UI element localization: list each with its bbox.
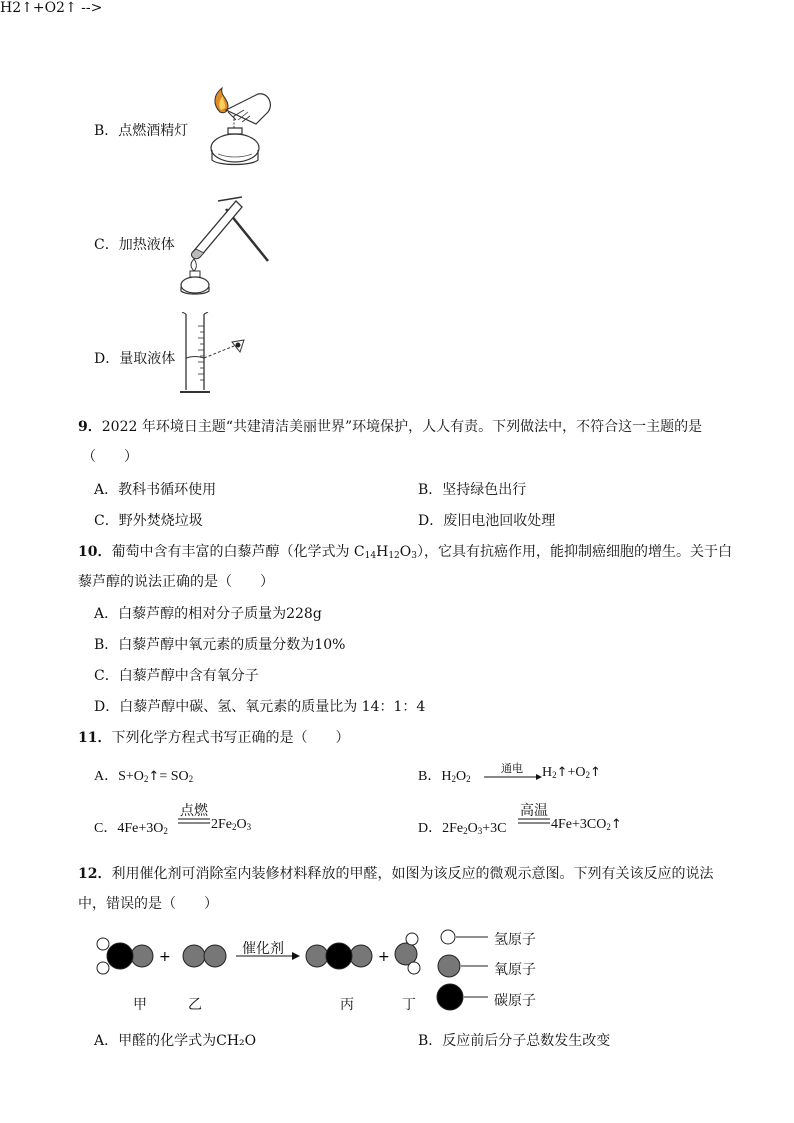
q11-option-c-products: $2Fe_2O_3$ [211, 817, 252, 832]
q10-option-d: D．白藜芦醇中碳、氢、氧元素的质量比为 14：1：4 [94, 699, 426, 715]
legend [437, 930, 488, 1010]
q8-option-d: D．量取液体 [94, 351, 176, 367]
equals-sign-icon [178, 818, 210, 824]
measuring-cylinder-illustration [178, 312, 248, 398]
q8-option-c: C．加热液体 [94, 237, 175, 253]
label-ding: 丁 [402, 997, 416, 1013]
q11-option-d-products: $4Fe+3CO_2↑$ [551, 817, 622, 832]
q10-stem [78, 541, 732, 561]
q11-d-condition: 高温 [520, 803, 548, 819]
q10-mid2: O [399, 544, 412, 560]
q11-b-label: B． [418, 769, 442, 784]
q10-sub2: 12 [388, 551, 400, 561]
q11-b-condition: 通电 [501, 762, 523, 775]
carbon-dioxide-molecule [306, 943, 372, 969]
q12-stem-line2: 中，错误的是（ ） [78, 896, 218, 912]
q11-number: 11． [78, 730, 112, 746]
q9-option-c: C．野外焚烧垃圾 [94, 513, 203, 529]
q11-option-b: B．$H_2O_2$ [418, 769, 471, 784]
q10-option-b: B．白藜芦醇中氧元素的质量分数为10% [94, 637, 346, 653]
oxygen-molecule [183, 945, 226, 967]
label-jia: 甲 [133, 997, 147, 1013]
svg-text:+: + [159, 949, 171, 965]
q9-option-a: A．教科书循环使用 [94, 482, 217, 498]
q10-stem-a: 葡萄中含有丰富的白藜芦醇（化学式为 C [111, 544, 365, 560]
q8-option-b: B．点燃酒精灯 [94, 123, 189, 139]
q10-stem-line2: 藜芦醇的说法正确的是（ ） [78, 574, 274, 590]
q10-option-a: A．白藜芦醇的相对分子质量为228g [94, 606, 322, 622]
svg-text:+: + [378, 949, 390, 965]
q11-option-b-products: $H_2↑+O_2↑$ [542, 765, 601, 780]
q9-option-b: B．坚持绿色出行 [418, 482, 527, 498]
q11-stem-text: 下列化学方程式书写正确的是（ ） [111, 730, 350, 746]
water-molecule [395, 933, 420, 974]
q11-stem [78, 727, 349, 747]
alcohol-lamp-lighting-illustration [198, 84, 276, 168]
legend-carbon-label: 碳原子 [494, 993, 536, 1009]
q10-option-c: C．白藜芦醇中含有氧分子 [94, 668, 259, 684]
label-yi: 乙 [188, 997, 202, 1013]
q9-stem-text: 2022 年环境日主题“共建清洁美丽世界”环境保护，人人有责。下列做法中，不符合这一主题的是 [101, 419, 703, 435]
label-bing: 丙 [340, 997, 354, 1013]
q12-stem-text: 利用催化剂可消除室内装修材料释放的甲醛，如图为该反应的微观示意图。下列有关该反应的说法 [111, 866, 714, 882]
q11-option-d: D．$2Fe_2O_3+3C$ [418, 821, 507, 836]
q11-d-label: D． [418, 821, 443, 836]
q9-paren: （ ） [82, 449, 138, 465]
reaction-arrow-icon [484, 772, 542, 782]
q11-c-label: C． [94, 821, 118, 836]
q11-option-c: C．$4Fe+3O_2$ [94, 821, 168, 836]
q12-number: 12． [78, 866, 112, 882]
q9-number: 9． [78, 419, 102, 435]
equals-sign-icon [518, 818, 550, 824]
q10-number: 10． [78, 544, 112, 560]
q11-a-label: A． [94, 769, 119, 784]
legend-hydrogen-label: 氢原子 [494, 932, 536, 948]
q12-stem [78, 863, 713, 883]
formaldehyde-molecule [97, 938, 153, 974]
q12-option-b: B．反应前后分子总数发生改变 [418, 1033, 611, 1049]
q10-mid1: H [376, 544, 389, 560]
legend-oxygen-label: 氧原子 [494, 962, 536, 978]
q11-option-a: A．$S+O_2↑= SO_2$ [94, 769, 194, 784]
q9-option-d: D．废旧电池回收处理 [418, 513, 556, 529]
q11-c-condition: 点燃 [180, 803, 208, 819]
heating-liquid-illustration [176, 195, 272, 299]
q10-sub3: 3 [411, 551, 417, 561]
q10-sub1: 14 [364, 551, 377, 561]
q12-option-a: A．甲醛的化学式为CH₂O [94, 1033, 257, 1049]
catalyst-label: 催化剂 [242, 941, 284, 957]
q9-stem [78, 416, 702, 436]
q10-stem-b: ），它具有抗癌作用，能抑制癌细胞的增生。关于白 [417, 544, 732, 560]
